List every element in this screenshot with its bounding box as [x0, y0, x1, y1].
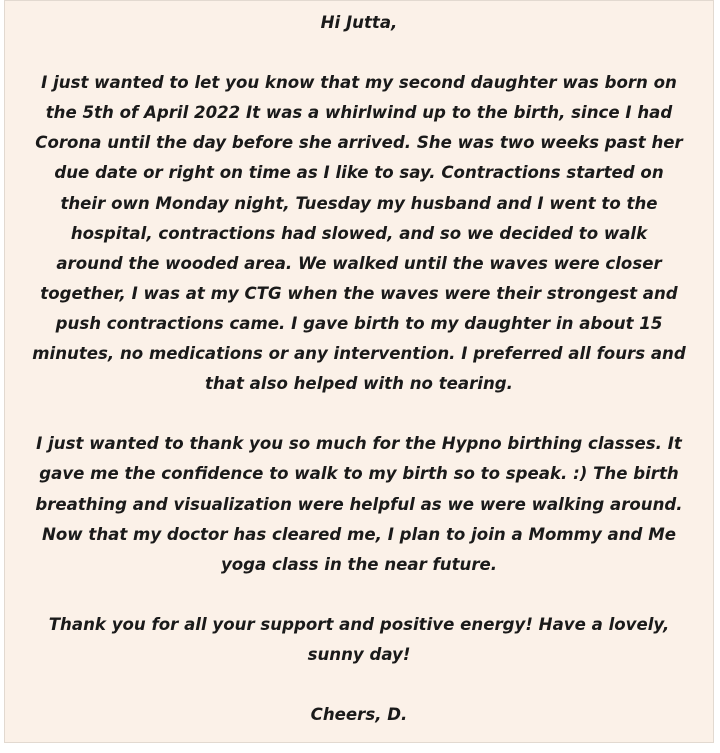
text-line: push contractions came. I gave birth to my daughter in about 15	[55, 313, 663, 333]
testimonial-letter	[5, 8, 713, 730]
text-line: I just wanted to let you know that my second daughter was born on	[41, 73, 677, 93]
text-line: that also helped with no tearing.	[205, 374, 513, 394]
text-line: their own Monday night, Tuesday my husband and I went to the	[60, 193, 658, 213]
testimonial-card	[4, 0, 714, 743]
text-line: gave me the confidence to walk to my birth so to speak. :) The birth	[39, 464, 679, 484]
text-line: due date or right on time as I like to say. Contractions started on	[54, 163, 664, 183]
paragraph-thanks-classes	[5, 429, 713, 579]
greeting: Hi Jutta,	[320, 13, 398, 32]
paragraph-birth-story	[5, 68, 713, 399]
text-line: I just wanted to thank you so much for the Hypno birthing classes. It	[36, 434, 682, 454]
paragraph-spacer	[5, 38, 713, 68]
text-line: around the wooded area. We walked until the waves were closer	[56, 253, 662, 273]
text-line: minutes, no medications or any intervention. I preferred all fours and	[32, 344, 686, 364]
text-line: breathing and visualization were helpful as we were walking around.	[35, 494, 683, 514]
text-line: hospital, contractions had slowed, and so we decided to walk	[70, 223, 648, 243]
text-line: yoga class in the near future.	[220, 554, 498, 574]
text-line: the 5th of April 2022 It was a whirlwind up to the birth, since I had	[45, 103, 673, 123]
paragraph-spacer	[5, 670, 713, 700]
text-line: Now that my doctor has cleared me, I plan to join a Mommy and Me	[42, 524, 676, 544]
text-line: Thank you for all your support and positive energy! Have a lovely,	[48, 614, 670, 634]
paragraph-spacer	[5, 580, 713, 610]
signoff: Cheers, D.	[310, 705, 408, 725]
text-line: together, I was at my CTG when the waves were their strongest and	[40, 283, 678, 303]
paragraph-closing	[5, 610, 713, 670]
paragraph-spacer	[5, 399, 713, 429]
text-line: Corona until the day before she arrived. She was two weeks past her	[35, 133, 683, 153]
text-line: sunny day!	[307, 644, 411, 664]
